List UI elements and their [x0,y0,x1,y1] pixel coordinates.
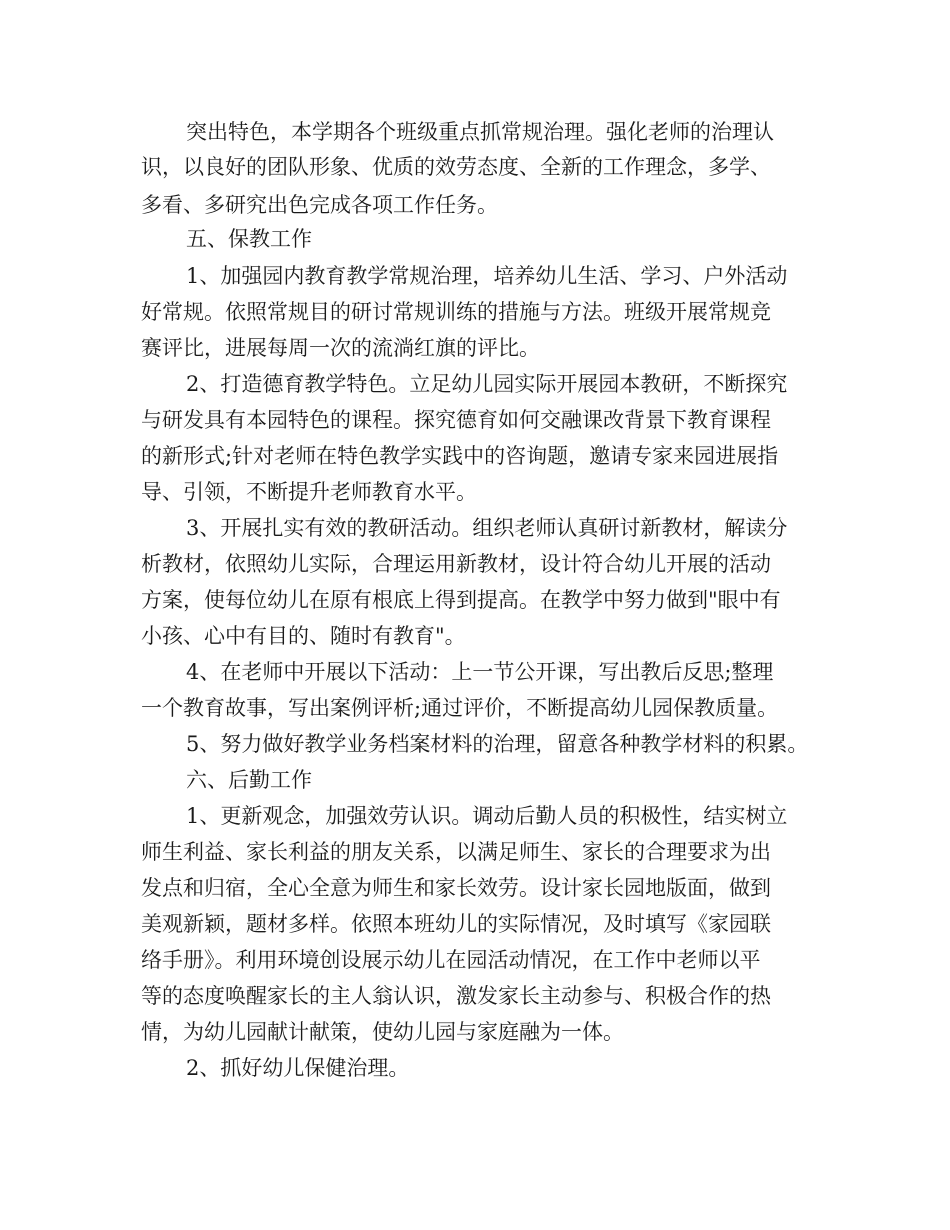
text-line: 突出特色，本学期各个班级重点抓常规治理。强化老师的治理认 [186,120,774,144]
text-line: 好常规。依照常规目的研讨常规训练的措施与方法。班级开展常规竞 [141,300,771,324]
section-heading: 五、保教工作 [186,227,312,251]
text-line: 2、打造德育教学特色。立足幼儿园实际开展园本教研，不断探究 [186,372,788,396]
text-line: 小孩、心中有目的、随时有教育"。 [141,624,466,648]
text-line: 3、开展扎实有效的教研活动。组织老师认真研讨新教材，解读分 [186,516,788,540]
text-line: 多看、多研究出色完成各项工作任务。 [141,193,498,217]
text-line: 2、抓好幼儿保健治理。 [186,1056,410,1080]
text-line: 识，以良好的团队形象、优质的效劳态度、全新的工作理念，多学、 [141,155,771,179]
text-line: 等的态度唤醒家长的主人翁认识，激发家长主动参与、积极合作的热 [141,984,771,1008]
text-line: 方案，使每位幼儿在原有根底上得到提高。在教学中努力做到"眼中有 [141,588,781,612]
text-line: 赛评比，进展每周一次的流淌红旗的评比。 [141,336,540,360]
text-line: 情，为幼儿园献计献策，使幼儿园与家庭融为一体。 [141,1020,624,1044]
section-heading: 六、后勤工作 [186,768,312,792]
text-line: 美观新颖，题材多样。依照本班幼儿的实际情况，及时填写《家园联 [141,912,771,936]
text-line: 5、努力做好教学业务档案材料的治理，留意各种教学材料的积累。 [186,732,809,756]
text-line: 的新形式;针对老师在特色教学实践中的咨询题，邀请专家来园进展指 [141,444,779,468]
text-line: 导、引领，不断提升老师教育水平。 [141,480,477,504]
text-line: 4、在老师中开展以下活动：上一节公开课，写出教后反思;整理 [186,660,774,684]
text-line: 析教材，依照幼儿实际，合理运用新教材，设计符合幼儿开展的活动 [141,552,771,576]
text-line: 与研发具有本园特色的课程。探究德育如何交融课改背景下教育课程 [141,408,771,432]
text-line: 师生利益、家长利益的朋友关系，以满足师生、家长的合理要求为出 [141,840,771,864]
text-line: 1、更新观念，加强效劳认识。调动后勤人员的积极性，结实树立 [186,804,788,828]
text-line: 发点和归宿，全心全意为师生和家长效劳。设计家长园地版面，做到 [141,876,771,900]
text-line: 1、加强园内教育教学常规治理，培养幼儿生活、学习、户外活动 [186,264,788,288]
text-line: 络手册》。利用环境创设展示幼儿在园活动情况，在工作中老师以平 [141,948,761,972]
text-line: 一个教育故事，写出案例评析;通过评价，不断提高幼儿园保教质量。 [141,696,779,720]
